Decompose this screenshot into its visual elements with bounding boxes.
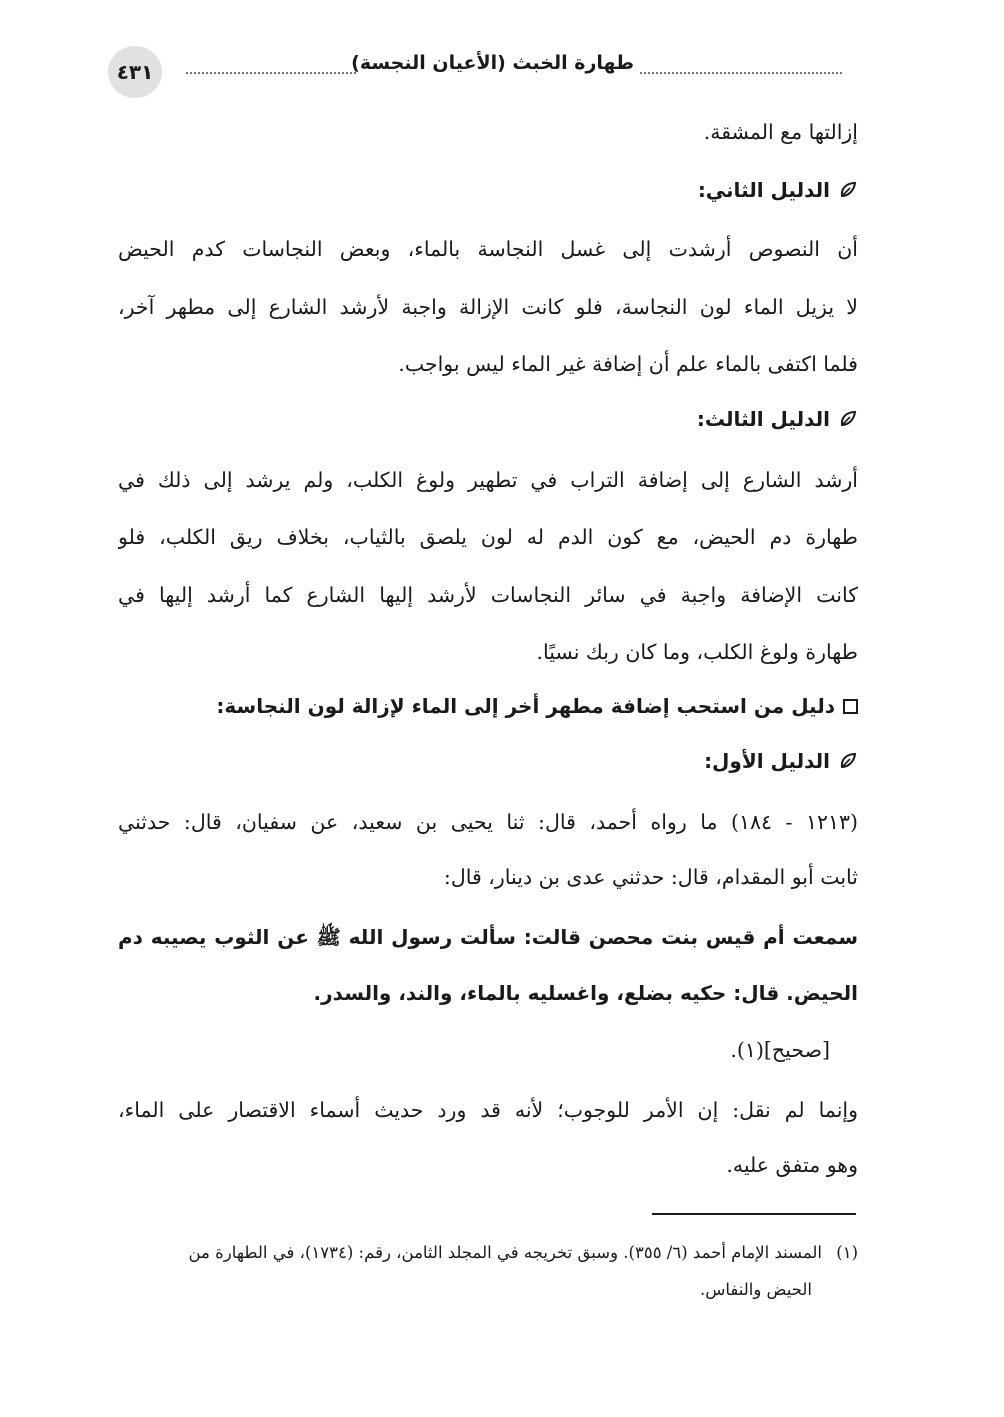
body-line: وإنما لم نقل: إن الأمر للوجوب؛ لأنه قد ورد حديث أسماء الاقتصار على الماء، bbox=[118, 1098, 858, 1122]
body-line: إزالتها مع المشقة. bbox=[703, 120, 858, 144]
page-number: ٤٣١ bbox=[116, 60, 154, 84]
footnote-line bbox=[118, 1238, 858, 1268]
footnote-rule bbox=[652, 1213, 856, 1215]
footnote-line bbox=[118, 1275, 858, 1305]
grading bbox=[118, 1033, 858, 1067]
running-title: طهارة الخبث (الأعيان النجسة) bbox=[351, 52, 634, 74]
body-line: وهو متفق عليه. bbox=[726, 1153, 858, 1177]
leaf-icon bbox=[838, 409, 858, 429]
footnote-text: الحيض والنفاس. bbox=[699, 1280, 812, 1299]
page-number-badge bbox=[108, 46, 162, 98]
body-line: طهارة ولوغ الكلب، وما كان ربك نسيًا. bbox=[536, 640, 858, 664]
checkbox-icon bbox=[843, 699, 858, 714]
heading-first-evidence bbox=[704, 744, 858, 778]
body-line: أرشد الشارع إلى إضافة التراب في تطهير ولوغ الكلب، ولم يرشد إلى ذلك في bbox=[118, 468, 858, 492]
footnote-number: (١) bbox=[836, 1243, 858, 1262]
heading-second-evidence bbox=[698, 173, 858, 207]
header-dotted-leader-left bbox=[186, 72, 356, 74]
header-dotted-leader-right bbox=[640, 72, 842, 74]
hadith-text-line: سمعت أم قيس بنت محصن قالت: سألت رسول الله ﷺ عن الثوب يصيبه دم bbox=[118, 925, 858, 949]
section-title-text: دليل من استحب إضافة مطهر أخر إلى الماء لإزالة لون النجاسة: bbox=[216, 694, 835, 718]
leaf-icon bbox=[838, 180, 858, 200]
hadith-text-line: الحيض. قال: حكيه بضلع، واغسليه بالماء، والند، والسدر. bbox=[313, 981, 858, 1005]
heading-text: الدليل الثالث: bbox=[696, 407, 830, 431]
hadith-chain-line: ثابت أبو المقدام، قال: حدثني عدى بن دينار، قال: bbox=[443, 865, 858, 889]
heading-text: الدليل الثاني: bbox=[697, 178, 830, 202]
heading-text: الدليل الأول: bbox=[704, 749, 830, 773]
leaf-icon bbox=[838, 751, 858, 771]
body-line: فلما اكتفى بالماء علم أن إضافة غير الماء ليس بواجب. bbox=[398, 352, 858, 376]
body-line: طهارة دم الحيض، مع كون الدم له لون يلصق بالثياب، بخلاف ريق الكلب، فلو bbox=[118, 525, 858, 549]
section-title bbox=[216, 689, 858, 723]
hadith-chain-line: (١٢١٣ - ١٨٤) ما رواه أحمد، قال: ثنا يحيى بن سعيد، عن سفيان، قال: حدثني bbox=[118, 810, 858, 834]
body-line: أن النصوص أرشدت إلى غسل النجاسة بالماء، وبعض النجاسات كدم الحيض bbox=[118, 237, 858, 261]
grading-text: [صحيح](١). bbox=[730, 1038, 830, 1062]
heading-third-evidence bbox=[697, 402, 858, 436]
footnote-text: المسند الإمام أحمد (٦/ ٣٥٥). وسبق تخريجه في المجلد الثامن، رقم: (١٧٣٤)، في الطهارة من bbox=[188, 1243, 822, 1262]
body-line: كانت الإضافة واجبة في سائر النجاسات لأرشد إليها الشارع كما أرشد إليها في bbox=[118, 583, 858, 607]
body-line: لا يزيل الماء لون النجاسة، فلو كانت الإزالة واجبة لأرشد الشارع إلى مطهر آخر، bbox=[118, 295, 858, 319]
